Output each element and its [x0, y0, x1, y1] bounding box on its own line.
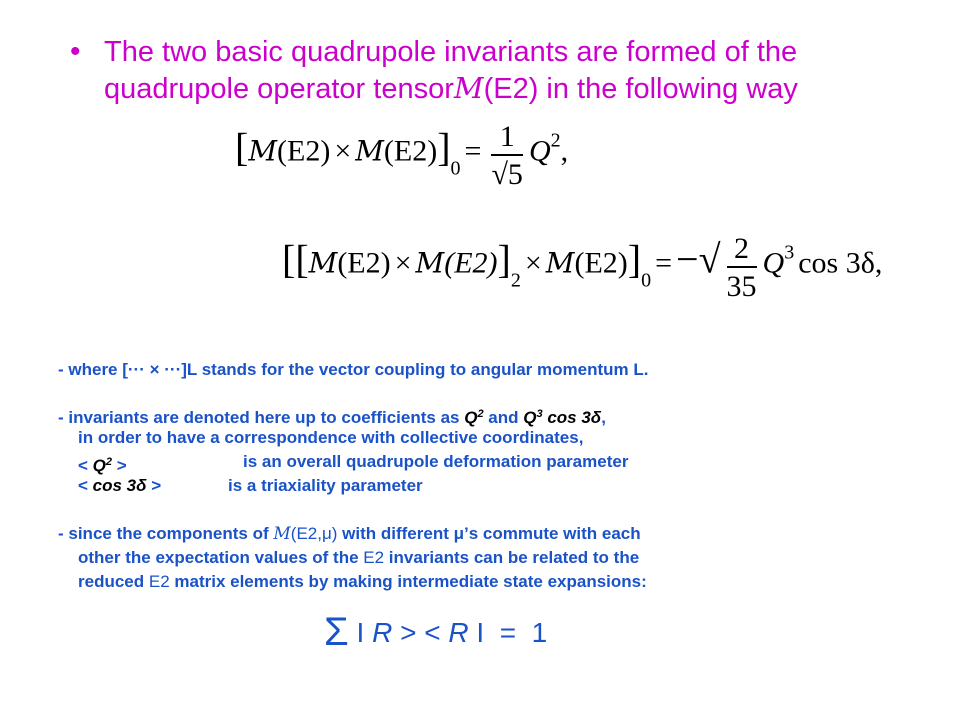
note-line-2-q3: Q	[523, 408, 537, 427]
note-line-2-end: ,	[601, 408, 606, 427]
note-line-3: in order to have a correspondence with collective coordinates,	[78, 428, 584, 447]
eq1-script-m-2: M	[355, 134, 384, 168]
closure-one: 1	[531, 617, 548, 648]
note-line-4-q: Q	[92, 456, 106, 475]
eq1-numerator: 1	[491, 120, 522, 156]
sigma-symbol: Σ	[324, 610, 349, 654]
closure-r-2: R	[448, 617, 469, 648]
closure-r-1: R	[372, 617, 393, 648]
eq2-fraction	[727, 232, 757, 306]
eq1-denominator: √5	[491, 158, 523, 191]
eq2-script-m-1: M	[308, 246, 338, 280]
note-line-8-b: matrix elements by making intermediate state expansions:	[169, 572, 647, 591]
eq2-denominator: 35	[726, 270, 757, 303]
note-line-6-b: with different μ’s commute with each	[337, 524, 641, 543]
eq1-subscript: 0	[450, 157, 461, 180]
note-line-6	[58, 522, 641, 546]
eq1-term1: (E2)	[277, 134, 331, 168]
eq2-term1: (E2)	[337, 246, 391, 280]
eq1-equals: =	[464, 134, 482, 168]
note-line-2-q: Q	[464, 408, 478, 427]
note-line-1: - where [··· × ···]L stands for the vector coupling to angular momentum L.	[58, 360, 649, 379]
closure-bar-1: I	[356, 617, 365, 648]
note-line-6-op: (E2,μ)	[290, 524, 338, 543]
note-line-2-cos: cos 3δ	[542, 408, 602, 427]
eq2-equals: =	[655, 246, 673, 280]
note-line-7-b: invariants can be related to the	[384, 548, 640, 567]
note-line-5-cos: cos 3δ	[92, 476, 147, 495]
equation-2	[282, 232, 883, 332]
closure-relation	[324, 612, 547, 653]
slide-title	[104, 34, 934, 107]
note-line-5-desc: is a triaxiality parameter	[228, 476, 423, 495]
eq2-cross2: ×	[524, 246, 542, 280]
note-line-4-a: <	[78, 456, 93, 475]
eq1-rhs-q: Q	[528, 134, 551, 168]
note-line-2-a: - invariants are denoted here up to coefficients as	[58, 408, 465, 427]
eq2-numerator: 2	[727, 232, 757, 268]
eq2-rhs-q: Q	[762, 246, 785, 280]
note-line-2-q3-sup: 3	[536, 408, 543, 420]
eq2-term3: (E2)	[574, 246, 628, 280]
eq2-cross1: ×	[394, 246, 412, 280]
note-line-2-and: and	[483, 408, 524, 427]
note-line-7	[78, 546, 639, 570]
eq1-cross: ×	[334, 134, 352, 168]
note-line-4-sup: 2	[105, 456, 113, 468]
closure-equals: =	[499, 617, 517, 648]
eq2-open-brackets: [[	[282, 236, 309, 282]
note-line-4-desc: is an overall quadrupole deformation parameter	[243, 452, 629, 471]
note-line-2-q-sup: 2	[477, 408, 484, 420]
eq1-term2: (E2)	[383, 134, 438, 168]
eq2-subscript-outer: 0	[641, 269, 652, 292]
note-line-6-a: - since the components of	[58, 524, 274, 543]
eq2-term2: (E2)	[444, 246, 498, 280]
eq1-trail: ,	[560, 134, 569, 168]
equation-1	[235, 120, 715, 220]
note-line-8	[78, 570, 647, 594]
note-line-8-e2: E2	[148, 572, 170, 591]
title-operator: (E2)	[483, 73, 539, 105]
closure-bar-2: I	[476, 617, 485, 648]
eq1-close-bracket: ]	[437, 124, 451, 170]
closure-mid: > <	[400, 617, 441, 648]
title-part1: The two basic quadrupole invariants are formed of the quadrupole operator tensor	[104, 36, 798, 105]
eq2-rhs-power: 3	[784, 241, 795, 264]
eq2-minus-sqrt: −√	[676, 236, 721, 282]
eq2-close-outer: ]	[627, 236, 642, 282]
eq2-script-m-2: M	[415, 246, 445, 280]
note-line-5-b: >	[146, 476, 162, 495]
note-line-8-a: reduced	[78, 572, 149, 591]
note-line-7-e2: E2	[363, 548, 385, 567]
eq1-fraction	[491, 120, 522, 194]
note-line-5-a: <	[78, 476, 93, 495]
note-line-7-a: other the expectation values of the	[78, 548, 364, 567]
eq2-trail: ,	[874, 246, 883, 280]
eq1-rhs-power: 2	[550, 129, 561, 152]
eq1-script-m-1: M	[248, 134, 277, 168]
eq2-subscript-inner: 2	[510, 269, 521, 292]
title-m-symbol: M	[453, 71, 484, 105]
title-part2: in the following way	[546, 73, 798, 105]
note-line-5	[78, 474, 161, 498]
eq2-rhs-tail: cos 3δ	[798, 246, 875, 280]
note-line-4-b: >	[112, 456, 127, 475]
title-bullet: •	[70, 35, 81, 68]
eq1-open-bracket: [	[235, 124, 249, 170]
note-line-6-m: M	[273, 524, 291, 544]
eq2-close-inner: ]	[497, 236, 511, 282]
eq2-script-m-3: M	[545, 246, 575, 280]
